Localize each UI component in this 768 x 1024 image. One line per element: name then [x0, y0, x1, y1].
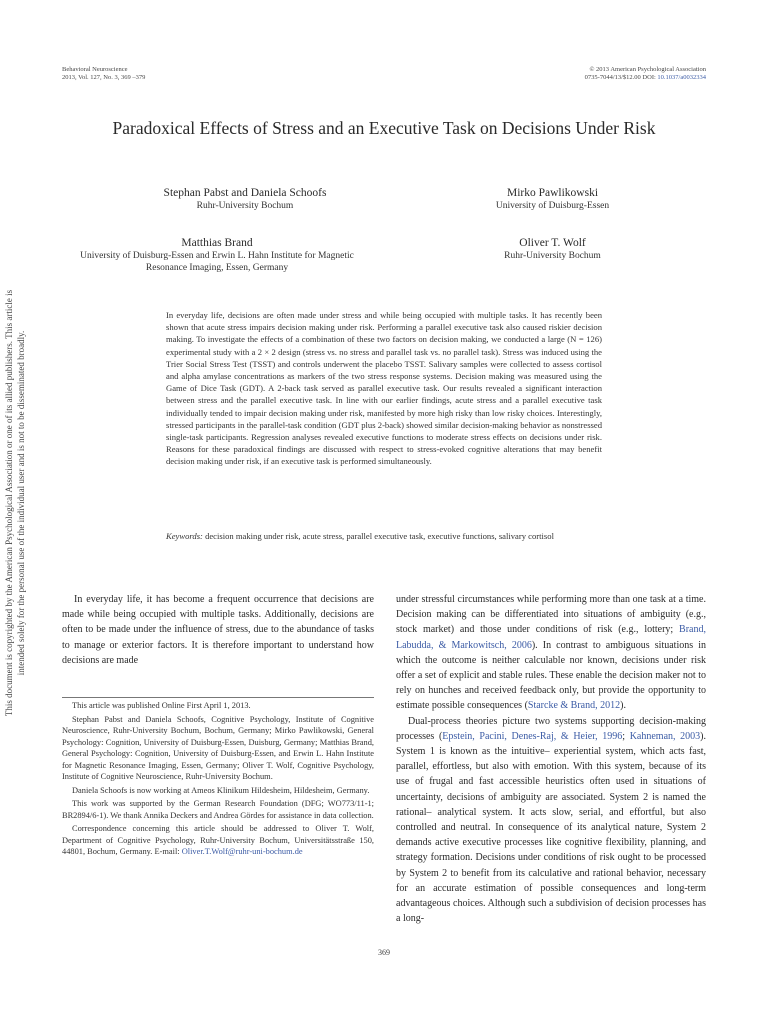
citation-link[interactable]: Epstein, Pacini, Denes-Raj, & Heier, 1996 — [442, 730, 623, 742]
footnote-affiliations: Stephan Pabst and Daniela Schoofs, Cognitive Psychology, Institute of Cognitive Neuroscience, Ruhr-University Bochum, Bochum, Germany; Mirko Pawlikowski, General Psychology: Cognition, University of Duisburg-Essen, Duisburg, Germany; Matthias Brand, General Psychology: Cognition, University of Duisburg-Essen, and Erwin L. Hahn Institute for Magnetic Resonance Imaging, Essen, Germany; Oliver T. Wolf, Cognitive Psychology, Institute of Cognitive Neuroscience, Ruhr-University Bochum. — [62, 714, 374, 781]
issn-text: 0735-7044/13/$12.00 DOI: — [584, 74, 658, 81]
footnote-published: This article was published Online First April 1, 2013. — [72, 701, 251, 710]
author-block-3 — [64, 236, 370, 274]
email-link[interactable]: Oliver.T.Wolf@ruhr-uni-bochum.de — [181, 847, 303, 856]
text-run: ). In contrast to ambiguous situations in which the outcome is neither calculable nor known, decisions under risk offer a set of explicit and stable rules. These enable the decision maker not to rely on hunches and received feedback only, but provide the opportunity to estimate possible consequences ( — [396, 639, 706, 712]
citation-link[interactable]: Kahneman, 2003 — [629, 730, 701, 742]
author-block-4 — [440, 236, 665, 262]
footnotes — [62, 700, 374, 860]
text-run: ). — [620, 700, 626, 712]
footnote-funding: This work was supported by the German Research Foundation (DFG; WO773/11-1; BR2894/6-1). We thank Annika Deckers and Andrea Gördes for assistance in data collection. — [62, 799, 374, 820]
author-name: Matthias Brand — [181, 237, 253, 249]
article-title: Paradoxical Effects of Stress and an Executive Task on Decisions Under Risk — [112, 118, 656, 138]
text-run: Dual-process theories picture two systems supporting decision-making processes ( — [396, 715, 706, 742]
body-paragraph — [396, 714, 706, 927]
footnote-correspondence — [62, 823, 374, 858]
correspondence-text: Correspondence concerning this article should be addressed to Oliver T. Wolf, Department of Cognitive Psychology, Ruhr-University Bochum, Universitätsstraße 150, 44801, Bochum, Germany. E-mail: — [62, 824, 374, 856]
keywords-label: Keywords: — [166, 531, 203, 541]
author-affiliation: Ruhr-University Bochum — [504, 251, 601, 261]
doi-link[interactable]: 10.1037/a0032334 — [657, 74, 706, 81]
body-right-column — [396, 592, 706, 926]
journal-header-right — [585, 66, 706, 82]
abstract: In everyday life, decisions are often made under stress and while being occupied with multiple tasks. It has recently been shown that acute stress impairs decision making under risk. Performing a parallel executive task also caused riskier decision making. To investigate the effects of a combination of these two factors on decision making, we conducted a large (N = 126) experimental study with a 2 × 2 design (stress vs. no stress and parallel task vs. no parallel task). Stress was induced using the Trier Social Stress Test (TSST) and controls underwent the placebo TSST. Salivary samples were collected to assess cortisol and alpha amylase concentrations as markers of the two stress response systems. Decision making was measured using the Game of Dice Task (GDT). A 2-back task served as parallel executive task. Our results revealed a significant interaction between stress and the parallel executive task. In line with our earlier findings, acute stress and a parallel executive task individually tended to impair decision making under risk, manifested by more high risky than low risky choices. Interestingly, stressed participants in the parallel-task condition (GDT plus 2-back) showed similar decision-making behavior as nonstressed single-task participants. Regression analyses revealed executive functions to moderate stress effects on decisions under risk. Reasons for these paradoxical findings are discussed with respect to stress-evoked cognitive alterations that may benefit decision making under risk, if an executive task is performed simultaneously. — [166, 310, 602, 467]
journal-volume: 2013, Vol. 127, No. 3, 369 –379 — [62, 74, 146, 81]
author-name: Oliver T. Wolf — [519, 237, 586, 249]
page-number: 369 — [378, 948, 390, 957]
keywords-text: decision making under risk, acute stress, parallel executive task, executive functions, salivary cortisol — [202, 531, 554, 541]
keywords — [166, 530, 602, 542]
text-run: under stressful circumstances while performing more than one task at a time. Decision making can be differentiated into situations of ambiguity (e.g., stock market) and those under conditions of risk (e.g., lottery; — [396, 594, 706, 636]
author-block-2 — [440, 186, 665, 212]
citation-link[interactable]: Starcke & Brand, 2012 — [527, 700, 621, 712]
author-name: Stephan Pabst and Daniela Schoofs — [163, 187, 327, 199]
author-block-1 — [120, 186, 370, 212]
text-run: ; — [622, 730, 630, 742]
journal-name: Behavioral Neuroscience — [62, 66, 128, 73]
author-affiliation: Ruhr-University Bochum — [196, 201, 294, 211]
author-name: Mirko Pawlikowski — [506, 187, 599, 199]
footnote-current-address: Daniela Schoofs is now working at Ameos Klinikum Hildesheim, Hildesheim, Germany. — [72, 785, 370, 795]
footnote-divider — [62, 697, 374, 698]
copyright-line: © 2013 American Psychological Association — [589, 66, 706, 73]
side-copyright-note: This document is copyrighted by the American Psychological Association or one of its allied publishers. This article is intended solely for the personal use of the individual user and is not to be disseminated broadly. — [4, 289, 26, 717]
journal-header-left — [62, 66, 145, 82]
body-paragraph — [396, 592, 706, 714]
text-run: ). System 1 is known as the intuitive– experiential system, which acts fast, parallel, effortless, but also with emotion. With this system, because of its use of frugal and fast accessible heuristics often used in situations of uncertainty, decisions of ambiguity are associated. System 2 is named the rational– analytical system. It acts slow, serial, and effortful, but also controlled and neutral. In consequence of its analytical nature, System 2 demands active executive processes like cognitive flexibility, planning, and strategy formation. Decisions under conditions of risk ought to be processed by System 2 to benefit from its calculative and rational behavior, necessary for an accurate estimation of possible consequences and long-term advantageous choices. Although such a subdivision of decision processes has a long- — [396, 730, 706, 925]
citation-link[interactable]: Brand, Labudda, & Markowitsch, 2006 — [396, 624, 706, 651]
body-paragraph: In everyday life, it has become a frequent occurrence that decisions are made while being occupied with multiple tasks. Additionally, decisions are often to be made under the influence of stress, due to the abundance of tasks to manage or exterior factors. It is therefore important to understand how decisions are made — [62, 594, 374, 666]
author-affiliation: University of Duisburg-Essen and Erwin L. Hahn Institute for Magnetic Resonance Imaging, Essen, Germany — [80, 251, 354, 273]
body-left-column — [62, 592, 374, 668]
author-affiliation: University of Duisburg-Essen — [495, 201, 610, 211]
doi-line — [585, 74, 706, 82]
